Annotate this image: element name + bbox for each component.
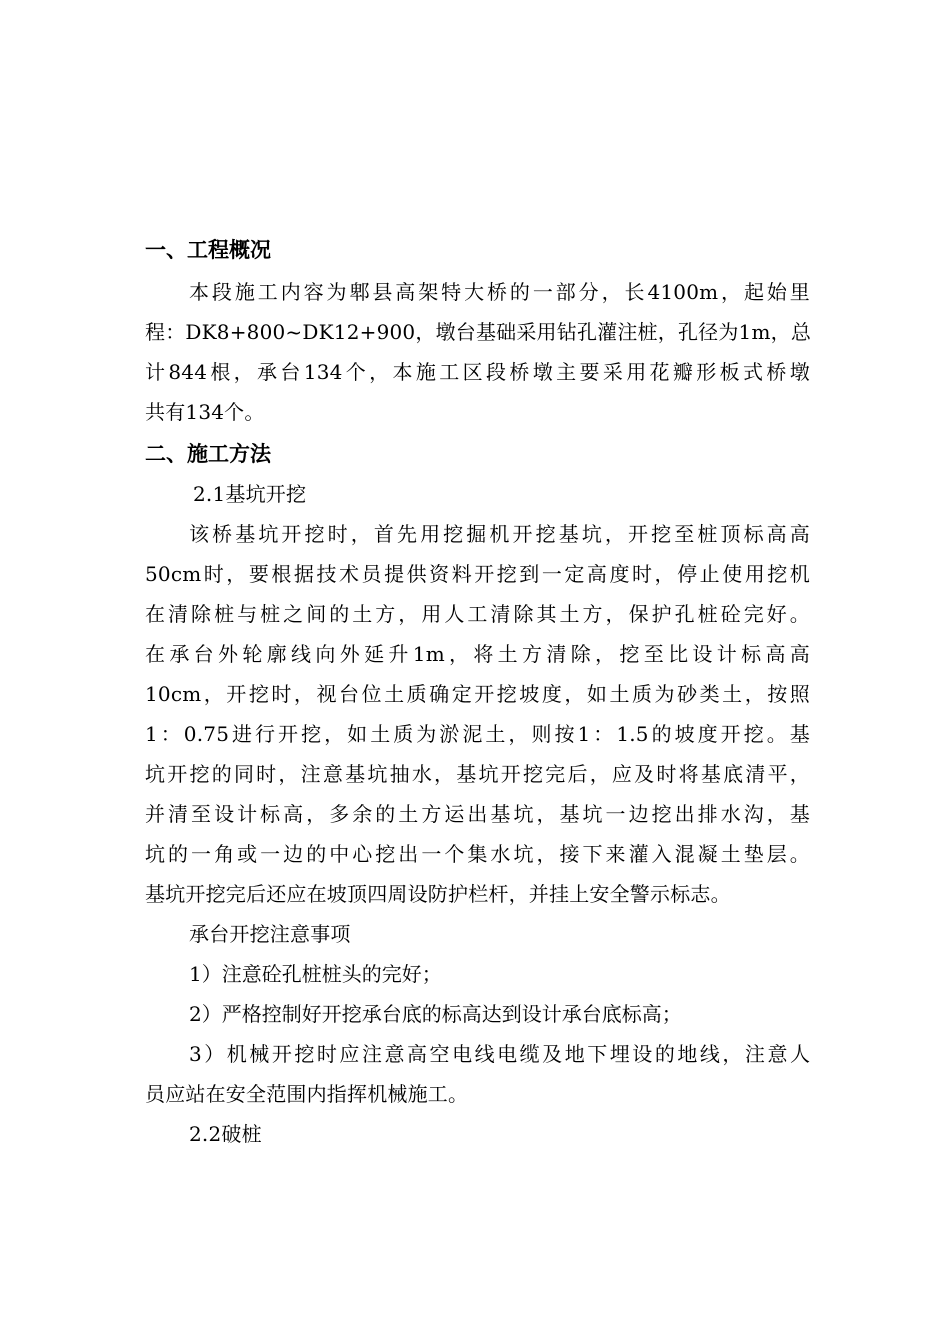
section-heading-overview: 一、工程概况 [145, 238, 271, 262]
paragraph-line: 该桥基坑开挖时，首先用挖掘机开挖基坑，开挖至桩顶标高高 [189, 522, 810, 546]
paragraph-line: 50cm时，要根据技术员提供资料开挖到一定高度时，停止使用挖机 [145, 562, 810, 586]
note-item: 2）严格控制好开挖承台底的标高达到设计承台底标高； [189, 1002, 682, 1026]
paragraph-line: 坑的一角或一边的中心挖出一个集水坑，接下来灌入混凝土垫层。 [145, 842, 810, 866]
notes-title [145, 914, 810, 954]
notes-title-text: 承台开挖注意事项 [189, 922, 351, 946]
note-continuation [145, 1074, 810, 1114]
excavation-paragraph [145, 514, 810, 914]
paragraph-line: 1：0.75进行开挖，如土质为淤泥土，则按1：1.5的坡度开挖。基 [145, 722, 810, 746]
paragraph-line: 员应站在安全范围内指挥机械施工。 [145, 1082, 469, 1106]
paragraph-line: 共有134个。 [145, 400, 265, 424]
paragraph-line: 本段施工内容为郫县高架特大桥的一部分，长4100m，起始里 [189, 280, 810, 304]
note-item: 1）注意砼孔桩桩头的完好； [189, 962, 442, 986]
overview-paragraph [145, 272, 810, 432]
subsection-title [145, 1114, 810, 1154]
paragraph-line: 程：DK8+800~DK12+900，墩台基础采用钻孔灌注桩，孔径为1m，总 [145, 320, 812, 344]
subsection-title [145, 474, 810, 514]
paragraph-line: 在清除桩与桩之间的土方，用人工清除其土方，保护孔桩砼完好。 [145, 602, 810, 626]
subsection-title-excavation: 2.1基坑开挖 [193, 482, 307, 506]
paragraph-line: 计844根，承台134个，本施工区段桥墩主要采用花瓣形板式桥墩 [145, 360, 810, 384]
note-item: 3）机械开挖时应注意高空电线电缆及地下埋设的地线，注意人 [189, 1042, 810, 1066]
paragraph-line: 基坑开挖完后还应在坡顶四周设防护栏杆，并挂上安全警示标志。 [145, 882, 731, 906]
paragraph-line: 坑开挖的同时，注意基坑抽水，基坑开挖完后，应及时将基底清平， [145, 762, 810, 786]
paragraph-line: 在承台外轮廓线向外延升1m，将土方清除，挖至比设计标高高 [145, 642, 810, 666]
document-body [145, 232, 810, 1154]
paragraph-line: 10cm，开挖时，视台位土质确定开挖坡度，如土质为砂类土，按照 [145, 682, 810, 706]
subsection-title-pile-breaking: 2.2破桩 [189, 1122, 262, 1146]
section-heading-methods: 二、施工方法 [145, 442, 271, 466]
paragraph-line: 并清至设计标高，多余的土方运出基坑，基坑一边挖出排水沟，基 [145, 802, 810, 826]
